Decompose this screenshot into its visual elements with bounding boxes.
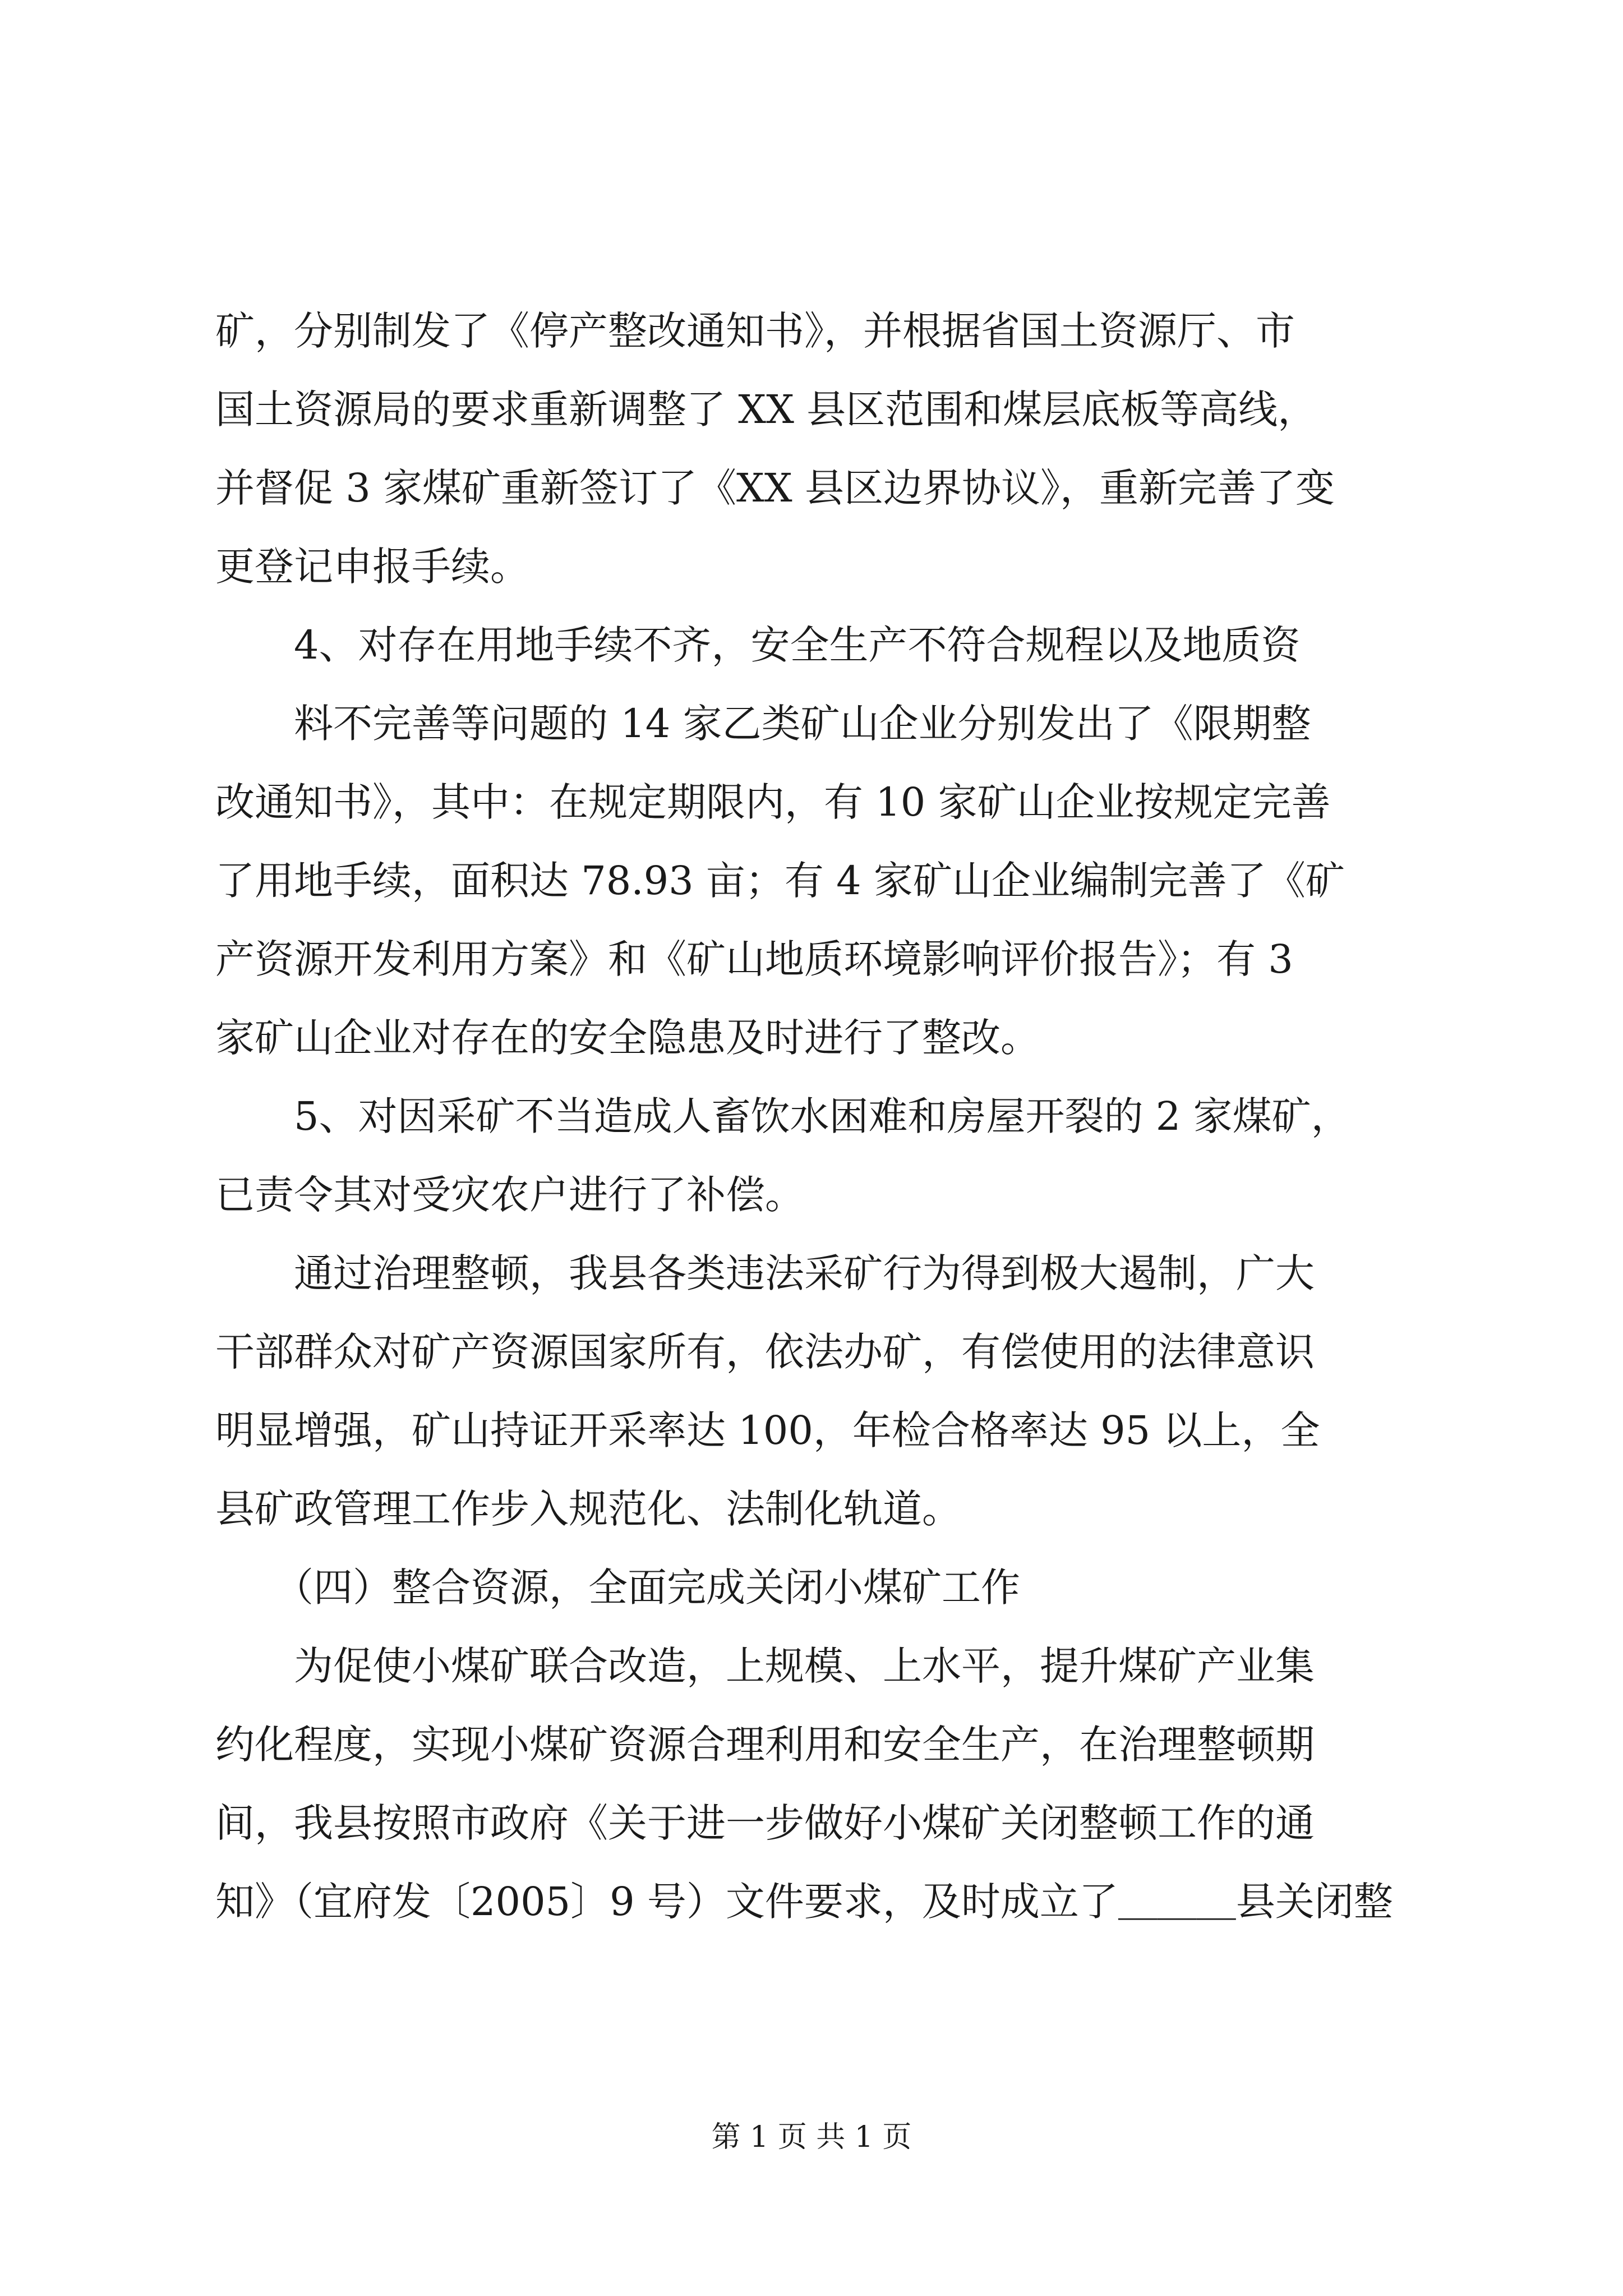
text-line: 知》（宜府发〔2005〕9 号）文件要求，及时成立了＿＿＿县关闭整	[215, 1879, 1393, 1925]
document-body	[215, 292, 1427, 1941]
text-line: 通过治理整顿，我县各类违法采矿行为得到极大遏制，广大	[215, 1250, 1315, 1296]
text-line: 5、对因采矿不当造成人畜饮水困难和房屋开裂的 2 家煤矿，	[215, 1093, 1350, 1139]
text-line: 了用地手续，面积达 78.93 亩；有 4 家矿山企业编制完善了《矿	[215, 858, 1345, 904]
text-line: 改通知书》，其中：在规定期限内，有 10 家矿山企业按规定完善	[215, 779, 1331, 825]
text-line: 干部群众对矿产资源国家所有，依法办矿，有偿使用的法律意识	[215, 1329, 1315, 1375]
text-line: 料不完善等问题的 14 家乙类矿山企业分别发出了《限期整	[215, 701, 1311, 747]
text-line: 约化程度，实现小煤矿资源合理利用和安全生产，在治理整顿期	[215, 1722, 1315, 1768]
text-line: 间，我县按照市政府《关于进一步做好小煤矿关闭整顿工作的通	[215, 1800, 1315, 1846]
text-line: 国土资源局的要求重新调整了 XX 县区范围和煤层底板等高线，	[215, 386, 1317, 432]
page-footer: 第 1 页 共 1 页	[711, 2120, 912, 2154]
text-line: 家矿山企业对存在的安全隐患及时进行了整改。	[215, 1015, 1040, 1061]
text-line: 4、对存在用地手续不齐，安全生产不符合规程以及地质资	[215, 622, 1301, 668]
text-line: 为促使小煤矿联合改造，上规模、上水平，提升煤矿产业集	[215, 1643, 1315, 1689]
text-line: 县矿政管理工作步入规范化、法制化轨道。	[215, 1486, 961, 1532]
text-line: 矿，分别制发了《停产整改通知书》，并根据省国土资源厅、市	[215, 308, 1295, 354]
text-line: 明显增强，矿山持证开采率达 100，年检合格率达 95 以上，全	[215, 1407, 1320, 1453]
section-heading: （四）整合资源，全面完成关闭小煤矿工作	[215, 1565, 1020, 1611]
text-line: 产资源开发利用方案》和《矿山地质环境影响评价报告》；有 3	[215, 936, 1293, 982]
text-line: 已责令其对受灾农户进行了补偿。	[215, 1172, 804, 1218]
text-line: 并督促 3 家煤矿重新签订了《XX 县区边界协议》，重新完善了变	[215, 465, 1335, 511]
text-line: 更登记申报手续。	[215, 544, 529, 590]
